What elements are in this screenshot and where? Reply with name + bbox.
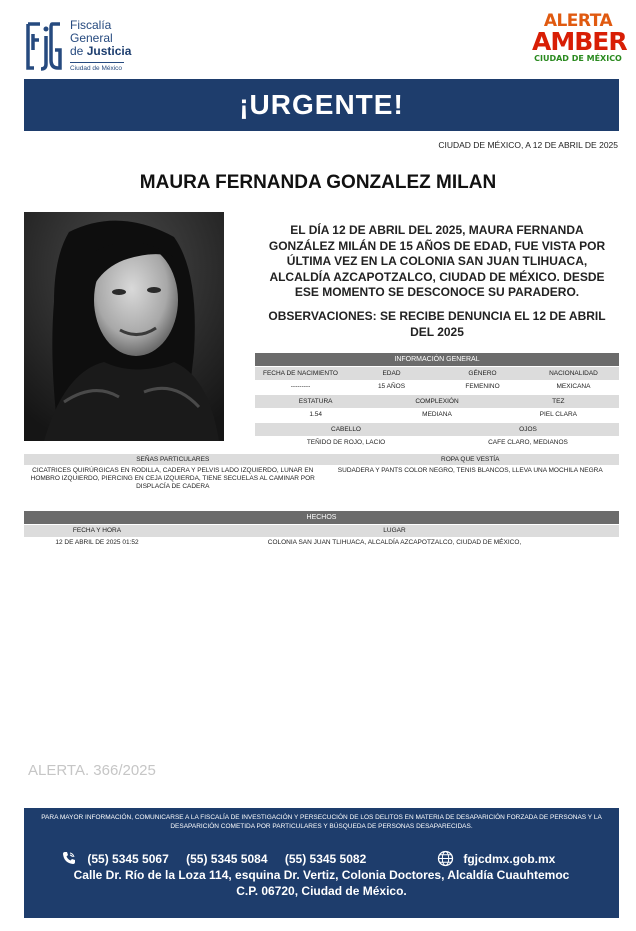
agency-line-2: General [70,31,113,45]
facts-values [24,537,619,549]
value-birthdate: --------- [290,383,311,390]
info-row-3-headers [255,423,619,436]
amber-line-3: CIUDAD DE MÉXICO [534,54,622,63]
header-birthdate: FECHA DE NACIMIENTO [262,370,338,377]
header-clothing: ROPA QUE VESTÍA [441,456,500,463]
phone-icon [62,851,76,865]
info-row-2-values [255,408,619,422]
agency-subtitle: Ciudad de México [70,62,124,72]
amber-line-1: ALERTA [543,11,613,31]
contact-footer [24,808,619,918]
value-height: 1.54 [309,411,322,418]
info-row-1-headers [255,367,619,380]
globe-icon [437,850,454,867]
info-row-3-values [255,436,619,450]
agency-line-3-bold: Justicia [86,44,132,58]
info-row-2-headers [255,395,619,408]
header-complexion: TEZ [552,398,565,405]
address-line-1: Calle Dr. Río de la Loza 114, esquina Dr. Vertiz, Colonia Doctores, Alcaldía Cuauhtemoc [73,868,570,882]
value-gender: FEMENINO [465,383,500,390]
footer-phones [62,852,380,866]
value-eyes: CAFE CLARO, MEDIANOS [488,439,568,446]
footer-info-text: PARA MAYOR INFORMACIÓN, COMUNICARSE A LA FISCALÍA DE INVESTIGACIÓN Y PERSECUCIÓN DE LOS DELITOS EN MATERIA DE DESAPARICIÓN FORZADA DE PERSONAS Y LA DESAPARICIÓN COMETIDA POR PARTICULARES Y BÚSQUEDA DE PERSONAS DESAPARECIDAS. [41,814,602,830]
address-line-2: C.P. 06720, Ciudad de México. [236,884,407,898]
phone-number-3[interactable]: (55) 5345 5082 [284,852,367,866]
footer-website [437,852,555,867]
urgent-banner: ¡URGENTE! [24,79,619,131]
header-age: EDAD [382,370,401,377]
header-height: ESTATURA [298,398,333,405]
header-nationality: NACIONALIDAD [549,370,598,377]
general-info-title: INFORMACIÓN GENERAL [255,353,619,366]
value-build: MEDIANA [422,411,452,418]
website-link[interactable]: fgjcdmx.gob.mx [463,852,556,866]
agency-line-3 [70,45,131,58]
value-distinguishing-marks: CICATRICES QUIRÚRGICAS EN RODILLA, CADERA Y PELVIS LADO IZQUIERDO, LUNAR EN HOMBRO IZQUIERDO, PIERCING EN CEJA IZQUIERDA, TIENE SECUELAS AL CAMINAR POR DISPLACÍA DE CADERA [30,467,315,490]
header-eyes: OJOS [519,426,537,433]
value-complexion: PIEL CLARA [539,411,577,418]
fgj-logo-icon [24,20,64,72]
header-build: COMPLEXIÓN [415,398,459,405]
general-info-table [255,353,619,450]
value-age: 15 AÑOS [377,383,406,390]
header-distinguishing-marks: SEÑAS PARTICULARES [136,456,210,463]
header-place: LUGAR [383,527,406,534]
person-photo [24,212,224,441]
marks-values [24,465,619,491]
value-hair: TEÑIDO DE ROJO, LACIO [306,439,386,446]
value-nationality: MEXICANA [556,383,591,390]
phone-number-2[interactable]: (55) 5345 5084 [186,852,268,866]
value-datetime: 12 DE ABRIL DE 2025 01:52 [55,539,139,546]
agency-line-3-prefix: de [70,44,87,58]
amber-alert-logo [532,11,627,64]
value-place: COLONIA SAN JUAN TLIHUACA, ALCALDÍA AZCAPOTZALCO, CIUDAD DE MÉXICO, [267,539,522,546]
facts-title: HECHOS [24,511,619,524]
facts-table [24,511,619,549]
header-hair: CABELLO [331,426,361,433]
case-observations: OBSERVACIONES: SE RECIBE DENUNCIA EL 12 DE ABRIL DEL 2025 [268,309,606,339]
marks-headers [24,454,619,465]
header-gender: GÉNERO [468,370,497,377]
info-row-1-values [255,380,619,394]
distinguishing-marks-table [24,454,619,491]
facts-headers [24,525,619,537]
phone-number-1[interactable]: (55) 5345 5067 [87,852,169,866]
agency-line-1: Fiscalía [70,18,112,32]
agency-name [70,19,131,58]
header-datetime: FECHA Y HORA [72,527,122,534]
footer-address [24,867,619,899]
case-description: EL DÍA 12 DE ABRIL DEL 2025, MAURA FERNANDA GONZÁLEZ MILÁN DE 15 AÑOS DE EDAD, FUE VISTA POR ÚLTIMA VEZ EN LA COLONIA SAN JUAN TLIHUACA, ALCALDÍA AZCAPOTZALCO, CIUDAD DE MÉXICO. DESDE ESE MOMENTO SE DESCONOCE SU PARADERO. [268,223,606,299]
dateline: CIUDAD DE MÉXICO, A 12 DE ABRIL DE 2025 [438,140,618,150]
value-clothing: SUDADERA Y PANTS COLOR NEGRO, TENIS BLANCOS, LLEVA UNA MOCHILA NEGRA [337,467,603,474]
alert-number: ALERTA. 366/2025 [28,762,156,779]
person-name: MAURA FERNANDA GONZALEZ MILAN [139,172,497,193]
amber-line-2: AMBER [532,27,627,56]
